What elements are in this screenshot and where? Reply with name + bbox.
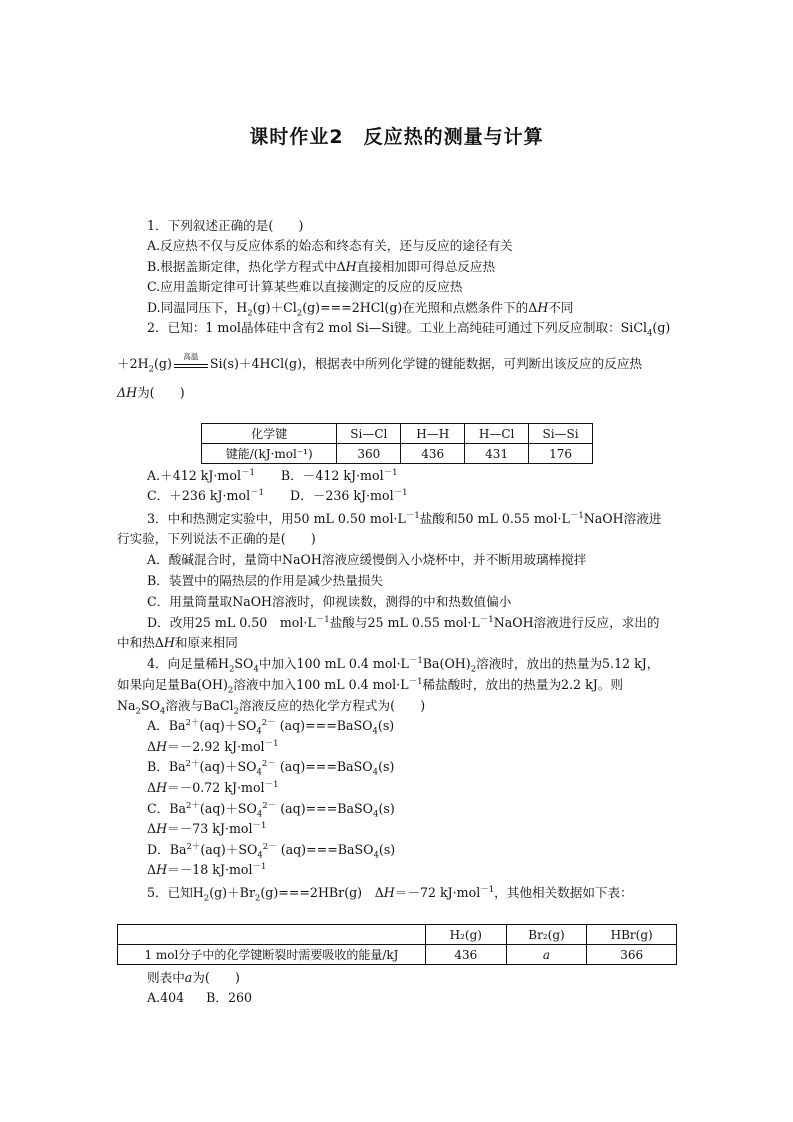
q3-stem-line2: 行实验，下列说法不正确的是( ) (117, 531, 316, 546)
q4-stem-line1: 4．向足量稀$H_2SO_4$中加入100 mL 0.4 $mol\cdot L^{-1}Ba(OH)_2$溶液时，放出的热量为5.12 kJ， (147, 655, 660, 675)
table-row: 1 mol分子中的化学键断裂时需要吸收的能量/kJ 436 a 366 (118, 945, 677, 965)
q4-option-d-equation: D．$Ba^{2+}(aq)+SO_4^{2-}$ (aq)===BaSO$_4$(s) (147, 841, 396, 861)
q4-stem-line3: $Na_2SO_4$溶液与BaCl$_2$溶液反应的热化学方程式为( ) (117, 698, 426, 717)
table-row: 键能/(kJ·mol⁻¹) 360 436 431 176 (202, 444, 593, 464)
q3-option-c: C．用量筒量取NaOH溶液时，仰视读数，测得的中和热数值偏小 (147, 594, 512, 609)
reaction-condition-arrow: 高温 (174, 358, 208, 372)
q4-option-c-enthalpy: ΔH＝－73 kJ·mol$^{-1}$ (147, 820, 267, 836)
q4-option-d-enthalpy: ΔH＝－18 kJ·mol$^{-1}$ (147, 861, 267, 877)
q2-stem-line1: 2．已知：1 mol晶体硅中含有2 mol Si—Si键。工业上高纯硅可通过下列反应制取：SiCl$_4$(g) (147, 320, 671, 339)
q3-stem-line1: 3．中和热测定实验中，用50 mL 0.50 $mol\cdot L^{-1}$盐酸和50 mL 0.55 $mol\cdot L^{-1}NaOH$溶液进 (147, 510, 662, 526)
q4-option-b-equation: B．$Ba^{2+}(aq)+SO_4^{2-}$ (aq)===BaSO$_4$(s) (147, 758, 395, 778)
q1-option-b: B.根据盖斯定律，热化学方程式中ΔH直接相加即可得总反应热 (147, 259, 496, 274)
q4-option-a-equation: A．$Ba^{2+}(aq)+SO_4^{2-}$ (aq)===BaSO$_4$(s) (147, 717, 395, 737)
q4-option-b-enthalpy: ΔH＝－0.72 kJ·mol$^{-1}$ (147, 779, 279, 795)
page-title: 课时作业2 反应热的测量与计算 (249, 126, 544, 148)
q5-stem: 5．已知$H_2(g)+Br_2(g)===2HBr(g)$ ΔH＝－72 kJ·mol$^{-1}$，其他相关数据如下表： (147, 884, 633, 904)
q1-option-c: C.应用盖斯定律可计算某些难以直接测定的反应的反应热 (147, 279, 463, 294)
q2-options-cd: C．＋236 kJ·mol$^{-1}$ D．－236 kJ·mol$^{-1}$ (147, 487, 408, 503)
q2-stem-line2: $+2H_2(g)$ 高温 Si(s)＋4HCl(g)，根据表中所列化学键的键能数据，可判断出该反应的反应热 (117, 351, 643, 375)
q1-option-d: D.同温同压下，$H_2(g)+Cl_2(g)===2HCl(g)$在光照和点燃条件下的ΔH不同 (147, 300, 574, 319)
q3-option-d: D．改用25 mL 0.50 $mol\cdot L^{-1}$盐酸与25 mL 0.55 $mol\cdot L^{-1}NaOH$溶液进行反应，求出的 (147, 614, 660, 630)
q3-option-a: A．酸碱混合时，量筒中NaOH溶液应缓慢倒入小烧杯中，并不断用玻璃棒搅拌 (147, 552, 587, 567)
q4-stem-line2: 如果向足量$Ba(OH)_2$溶液中加入100 mL 0.4 $mol\cdot L^{-1}$稀盐酸时，放出的热量为2.2 kJ。则 (117, 676, 623, 696)
q4-option-a-enthalpy: ΔH＝－2.92 kJ·mol$^{-1}$ (147, 738, 279, 754)
bond-dissociation-energy-table (117, 924, 677, 965)
q4-option-c-equation: C．$Ba^{2+}(aq)+SO_4^{2-}$ (aq)===BaSO$_4$(s) (147, 800, 395, 820)
bond-energy-table (201, 423, 593, 464)
q1-option-a: A.反应热不仅与反应体系的始态和终态有关，还与反应的途径有关 (147, 238, 513, 253)
q3-option-d-cont: 中和热ΔH和原来相同 (117, 635, 238, 650)
q3-option-b: B．装置中的隔热层的作用是减少热量损失 (147, 573, 383, 588)
q1-stem: 1．下列叙述正确的是( ) (147, 218, 304, 233)
q2-stem-line3: ΔH为( ) (117, 385, 185, 400)
table-row: 化学键 Si—Cl H—H H—Cl Si—Si (202, 424, 593, 444)
table-row: H₂(g) Br₂(g) HBr(g) (118, 925, 677, 945)
q5-options-ab: A.404 B．260 (147, 990, 253, 1005)
q5-question: 则表中a为( ) (147, 970, 240, 985)
q2-options-ab: A.＋412 kJ·mol$^{-1}$ B．－412 kJ·mol$^{-1}$ (147, 467, 398, 483)
